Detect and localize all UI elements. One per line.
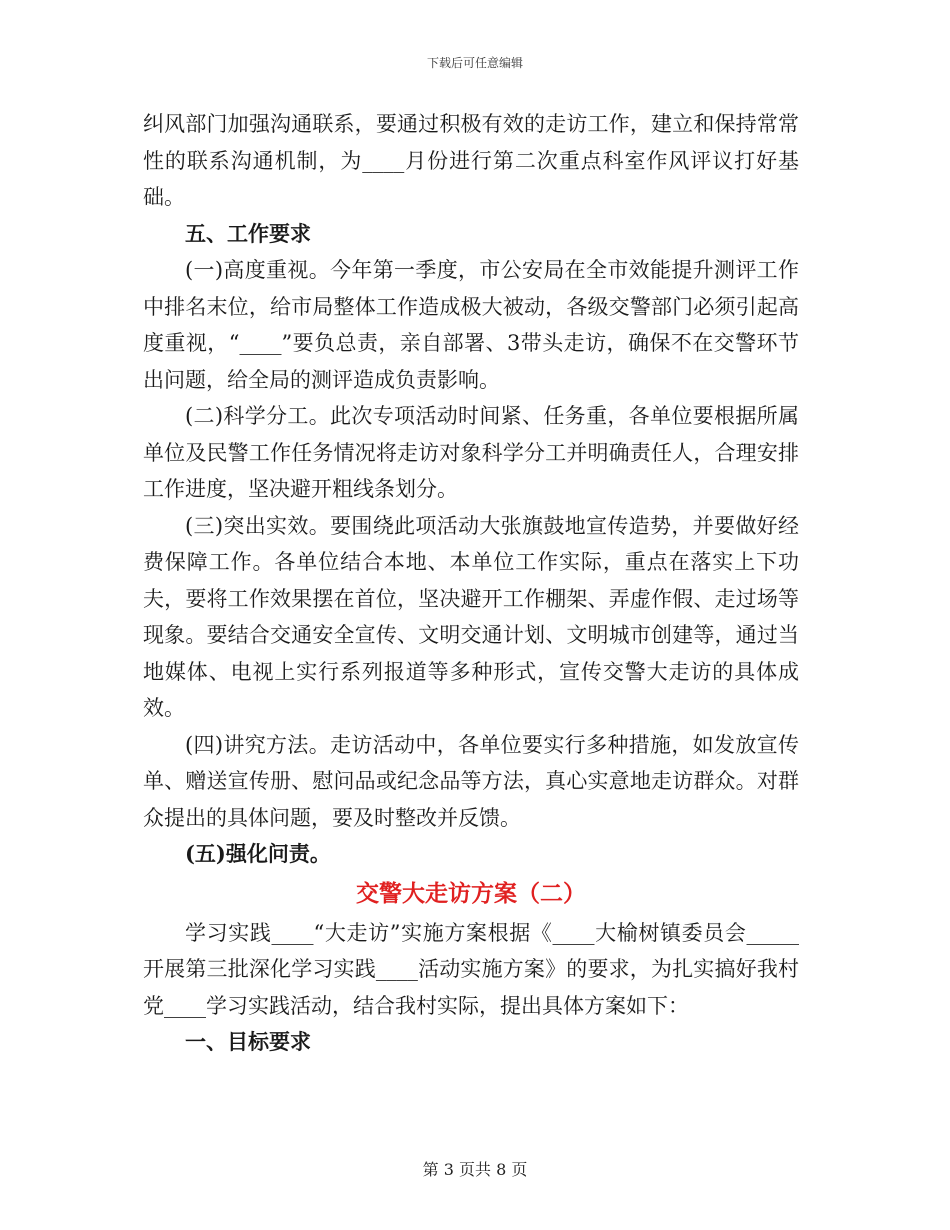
- paragraph-high-attention: (一)高度重视。今年第一季度，市公安局在全市效能提升测评工作中排名末位，给市局整体工作造成极大被动，各级交警部门必须引起高度重视，“____”要负总责，亲自部署、3带头走访，确保不在交警环节出问题，给全局的测评造成负责影响。: [143, 258, 799, 392]
- paragraph-methods: (四)讲究方法。走访活动中，各单位要实行多种措施，如发放宣传单、赠送宣传册、慰问品或纪念品等方法，真心实意地走访群众。对群众提出的具体问题，要及时整改并反馈。: [143, 732, 799, 830]
- document-body: [143, 106, 799, 1061]
- page-header: 下载后可任意编辑: [426, 56, 523, 70]
- paragraph-plan-intro: 学习实践____“大走访”实施方案根据《____大榆树镇委员会_____开展第三批深化学习实践____活动实施方案》的要求，为扎实搞好我村党____学习实践活动，结合我村实际，提出具体方案如下：: [143, 920, 799, 1018]
- paragraph-highlight-effects: (三)突出实效。要围绕此项活动大张旗鼓地宣传造势，并要做好经费保障工作。各单位结合本地、本单位工作实际，重点在落实上下功夫，要将工作效果摆在首位，坚决避开工作棚架、弄虚作假、走过场等现象。要结合交通安全宣传、文明交通计划、文明城市创建等，通过当地媒体、电视上实行系列报道等多种形式，宣传交警大走访的具体成效。: [143, 513, 799, 720]
- document-title-part-two: 交警大走访方案（二）: [356, 879, 586, 907]
- paragraph-scientific-division: (二)科学分工。此次专项活动时间紧、任务重，各单位要根据所属单位及民警工作任务情况将走访对象科学分工并明确责任人，合理安排工作进度，坚决避开粗线条划分。: [143, 404, 799, 501]
- section-heading-work-requirements: 五、工作要求: [185, 220, 311, 246]
- subheading-accountability: (五)强化问责。: [185, 841, 331, 866]
- paragraph-continuation: 纠风部门加强沟通联系，要通过积极有效的走访工作，建立和保持常常性的联系沟通机制，为____月份进行第二次重点科室作风评议打好基础。: [143, 112, 799, 209]
- section-heading-goals: 一、目标要求: [185, 1029, 311, 1054]
- page-footer: 第 3 页共 8 页: [422, 1160, 528, 1179]
